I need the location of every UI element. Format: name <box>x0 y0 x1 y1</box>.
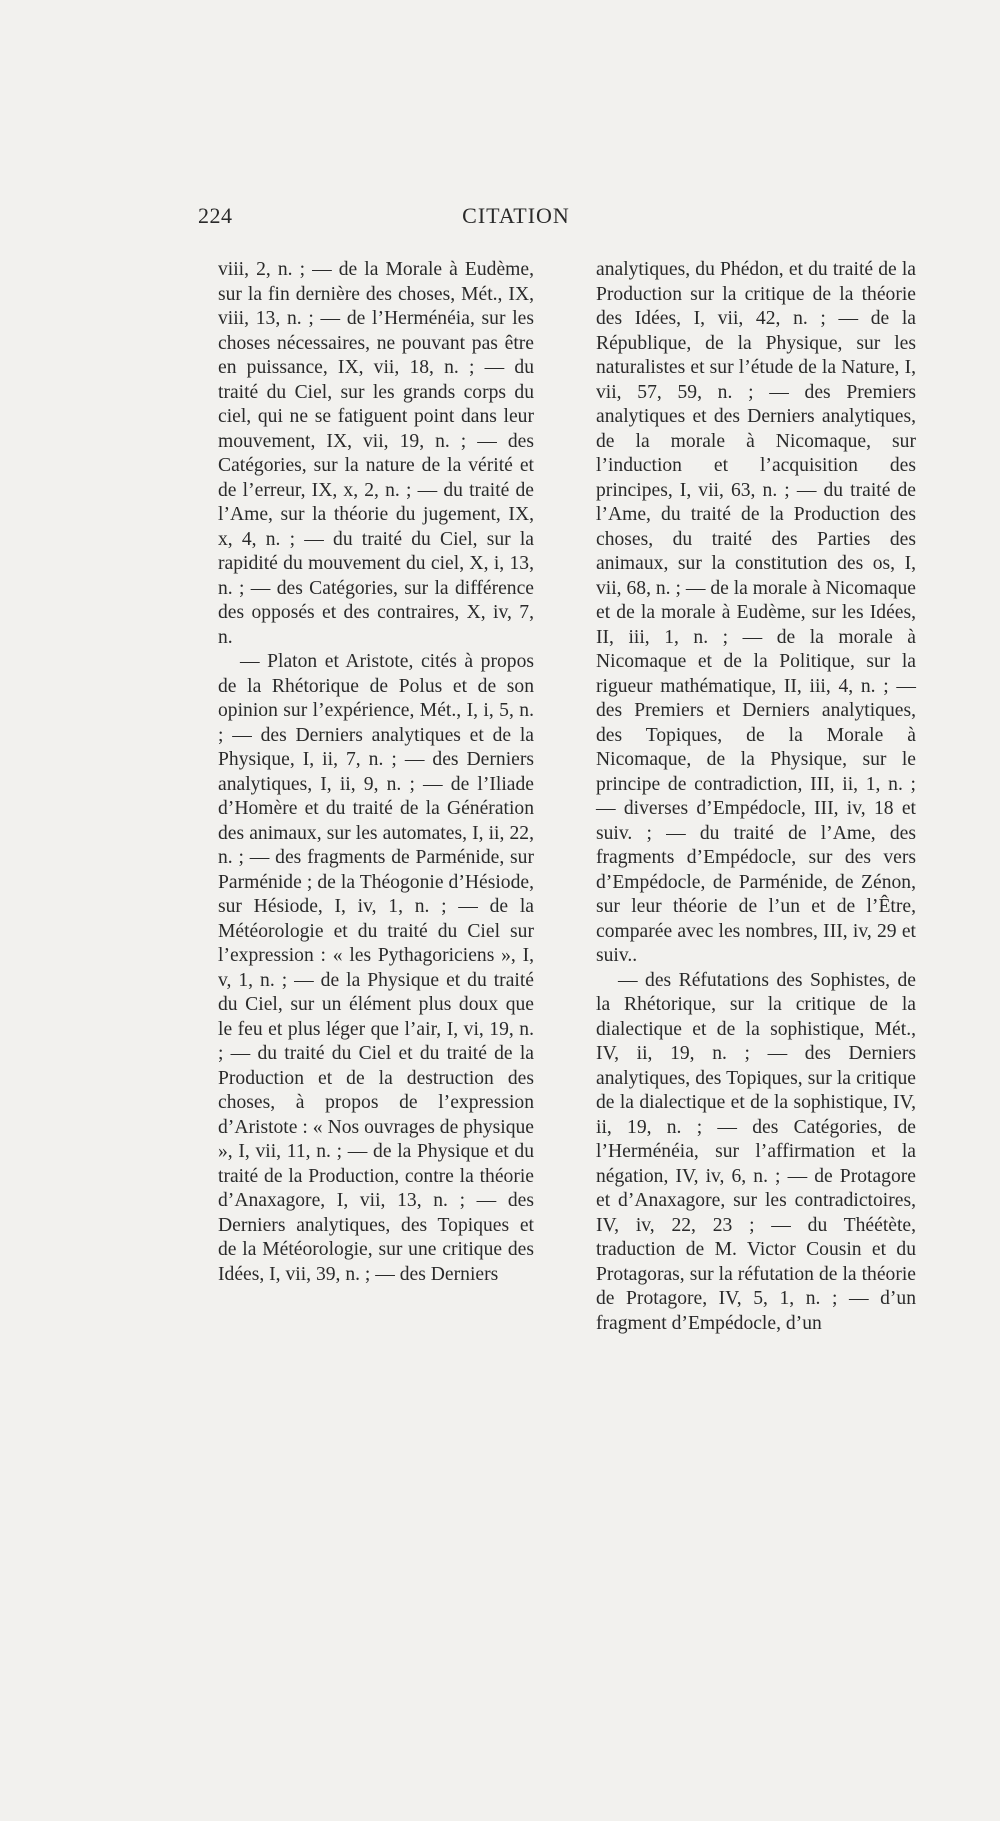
right-paragraph-2: — des Réfutations des Sophistes, de la Rhétorique, sur la critique de la dialectique et de la sophistique, Mét., IV, ii, 19, n. ; — des Derniers analytiques, des Topiques, sur la critique de la dialectique et de la sophistique, IV, ii, 19, n. ; — des Catégories, de l’Herménéia, sur l’affirmation et la négation, IV, iv, 6, n. ; — de Protagore et d’Anaxagore, sur les contradictoires, IV, iv, 22, 23 ; — du Théétète, traduction de M. Victor Cousin et du Protagoras, sur la réfutation de la théorie de Protagore, IV, 5, 1, n. ; — d’un fragment d’Empédocle, d’un <box>596 969 916 1334</box>
right-paragraph-1: analytiques, du Phédon, et du traité de la Production sur la critique de la théorie des Idées, I, vii, 42, n. ; — de la République, de la Physique, sur les naturalistes et sur l’étude de la Nature, I, vii, 57, 59, n. ; — des Premiers analytiques et des Derniers analytiques, de la morale à Nicomaque, sur l’induction et l’acquisition des principes, I, vii, 63, n. ; — du traité de l’Ame, du traité de la Production des choses, du traité des Parties des animaux, sur la constitution des os, I, vii, 68, n. ; — de la morale à Nicomaque et de la morale à Eudème, sur les Idées, II, iii, 1, n. ; — de la morale à Nicomaque et de la Politique, sur la rigueur mathématique, II, iii, 4, n. ; — des Premiers et Derniers analytiques, des Topiques, de la Morale à Nicomaque, de la Physique, sur le principe de contradiction, III, ii, 1, n. ; — diverses d’Empédocle, III, iv, 18 et suiv. ; — du traité de l’Ame, des fragments d’Empédocle, sur des vers d’Empédocle, de Parménide, de Zénon, sur leur théorie de l’un et de l’Être, comparée avec les nombres, III, iv, 29 et suiv.. <box>596 259 916 966</box>
page-number: 224 <box>198 203 233 228</box>
left-paragraph-1: viii, 2, n. ; — de la Morale à Eudème, sur la fin dernière des choses, Mét., IX, viii, 13, n. ; — de l’Herménéia, sur les choses nécessaires, ne pouvant pas être en puissance, IX, vii, 18, n. ; — du traité du Ciel, sur les grands corps du ciel, qui ne se fatiguent point dans leur mouvement, IX, vii, 19, n. ; — des Catégories, sur la nature de la vérité et de l’erreur, IX, x, 2, n. ; — du traité de l’Ame, sur la théorie du jugement, IX, x, 4, n. ; — du traité du Ciel, sur la rapidité du mouvement du ciel, X, i, 13, n. ; — des Catégories, sur la différence des opposés et des contraires, X, iv, 7, n. <box>218 259 534 648</box>
left-column <box>218 258 534 1287</box>
running-title: CITATION <box>462 203 570 228</box>
page-header <box>198 203 834 235</box>
left-paragraph-2: — Platon et Aristote, cités à propos de la Rhétorique de Polus et de son opinion sur l’expérience, Mét., I, i, 5, n. ; — des Derniers analytiques et de la Physique, I, ii, 7, n. ; — des Derniers analytiques, I, ii, 9, n. ; — de l’Iliade d’Homère et du traité de la Génération des animaux, sur les automates, I, ii, 22, n. ; — des fragments de Parménide, sur Parménide ; de la Théogonie d’Hésiode, sur Hésiode, I, iv, 1, n. ; — de la Météorologie et du traité du Ciel sur l’expression : « les Pythagoriciens », I, v, 1, n. ; — de la Physique et du traité du Ciel, sur un élément plus doux que le feu et plus léger que l’air, I, vi, 19, n. ; — du traité du Ciel et du traité de la Production et de la destruction des choses, à propos de l’expression d’Aristote : « Nos ouvrages de physique », I, vii, 11, n. ; — de la Physique et du traité de la Production, contre la théorie d’Anaxagore, I, vii, 13, n. ; — des Derniers analytiques, des Topiques et de la Météorologie, sur une critique des Idées, I, vii, 39, n. ; — des Derniers <box>218 651 534 1285</box>
right-column <box>596 258 916 1336</box>
